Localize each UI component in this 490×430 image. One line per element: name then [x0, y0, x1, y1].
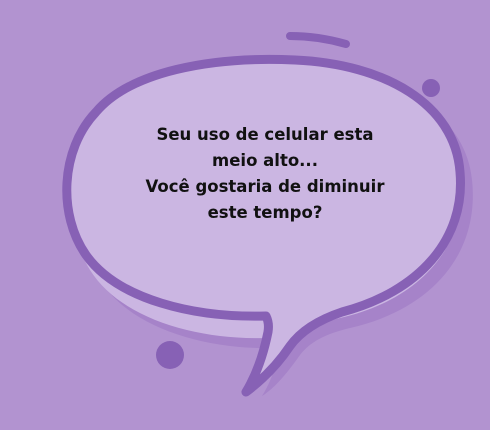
- message-text: [120, 122, 410, 226]
- message-line-2: meio alto...: [212, 151, 318, 170]
- dot-top-right: [422, 79, 440, 97]
- dot-bottom-left: [156, 341, 184, 369]
- message-line-1: Seu uso de celular esta: [156, 125, 374, 144]
- message-line-4: este tempo?: [207, 203, 323, 222]
- message-line-3: Você gostaria de diminuir: [145, 177, 385, 196]
